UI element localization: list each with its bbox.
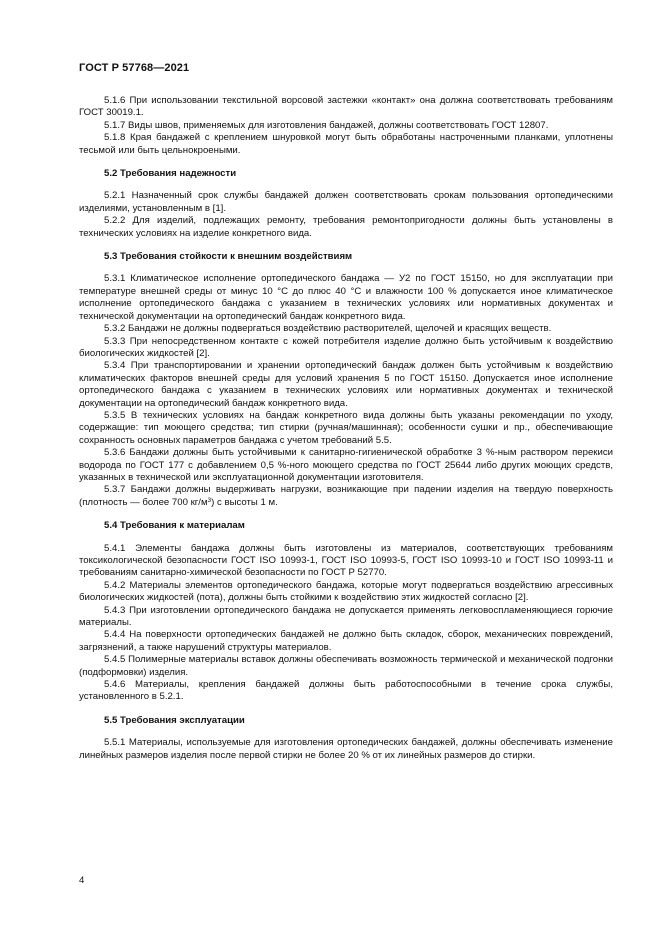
- clause-5-4-3: 5.4.3 При изготовлении ортопедического бандажа не допускается применять легковоспламеняющиеся горючие материалы.: [79, 604, 613, 629]
- clause-5-3-5: 5.3.5 В технических условиях на бандаж конкретного вида должны быть указаны рекомендации по уходу, содержащие: тип моющего средства; тип стирки (ручная/машинная); особенности сушки и пр., обеспечивающие сохранность основных параметров бандажа с учетом требований 5.5.: [79, 409, 613, 446]
- clause-5-1-6: 5.1.6 При использовании текстильной ворсовой застежки «контакт» она должна соответствовать требованиям ГОСТ 30019.1.: [79, 95, 613, 119]
- clause-5-4-6: 5.4.6 Материалы, крепления бандажей должны быть работоспособными в течение срока службы, установленного в 5.2.1.: [79, 679, 613, 703]
- clause-5-4-1: 5.4.1 Элементы бандажа должны быть изготовлены из материалов, соответствующих требованиям токсикологической безопасности ГОСТ ISO 10993-1, ГОСТ ISO 10993-5, ГОСТ ISO 10993-10 и ГОСТ ISO 10993-11 и требованиям санитарно-химической безопасности по ГОСТ Р 52770.: [79, 542, 613, 579]
- clause-5-2-2: 5.2.2 Для изделий, подлежащих ремонту, требования ремонтопригодности должны быть установлены в технических условиях на изделие конкретного вида.: [79, 215, 613, 239]
- section-heading-5-5: 5.5 Требования эксплуатации: [104, 714, 245, 726]
- clause-5-1-8: 5.1.8 Края бандажей с креплением шнуровкой могут быть обработаны настроченными планками, уплотнены тесьмой или быть цельнокроеными.: [79, 132, 613, 156]
- clause-5-3-2: 5.3.2 Бандажи не должны подвергаться воздействию растворителей, щелочей и красящих веществ.: [104, 323, 552, 335]
- clause-5-3-1: 5.3.1 Климатическое исполнение ортопедического бандажа — У2 по ГОСТ 15150, но для эксплуатации при температуре внешней среды от минус 10 °C до плюс 40 °C и влажности 100 % допускается иное климатическое исполнение ортопедического бандажа с указанием в технических условиях или нормативных документах и технической документации на ортопедический бандаж конкретного вида.: [79, 273, 613, 322]
- clause-5-4-5: 5.4.5 Полимерные материалы вставок должны обеспечивать возможность термической и механической подгонки (подформовки) изделия.: [79, 654, 613, 678]
- clause-5-3-3: 5.3.3 При непосредственном контакте с кожей потребителя изделие должно быть устойчивым к воздействию биологических жидкостей [2].: [79, 335, 613, 359]
- standard-designation: ГОСТ Р 57768—2021: [79, 62, 190, 74]
- clause-5-3-7-text-end: ) с высоты 1 м.: [211, 496, 278, 508]
- section-heading-5-2: 5.2 Требования надежности: [104, 168, 237, 180]
- clause-5-4-2: 5.4.2 Материалы элементов ортопедического бандажа, которые могут подвергаться воздействию агрессивных биологических жидкостей (пота), должны быть стойкими к воздействию этих жидкостей согласно [2].: [79, 579, 613, 604]
- clause-5-3-7: [79, 484, 613, 509]
- clause-5-3-6: 5.3.6 Бандажи должны быть устойчивыми к санитарно-гигиенической обработке 3 %-ным раствором перекиси водорода по ГОСТ 177 с добавлением 0,5 %-ного моющего средства по ГОСТ 25644 либо других моющих средств, указанных в технической или эксплуатационной документации изготовителя.: [79, 447, 613, 483]
- section-heading-5-4: 5.4 Требования к материалам: [104, 520, 245, 532]
- clause-5-3-7-text: 5.3.7 Бандажи должны выдерживать нагрузки, возникающие при падении изделия на твердую поверхность (плотность — более 700 кг/м: [79, 484, 613, 508]
- clause-5-3-4: 5.3.4 При транспортировании и хранении ортопедический бандаж должен быть устойчивым к воздействию климатических факторов внешней среды для условий хранения 5 по ГОСТ 15150. Допускается иное исполнение ортопедического бандажа с указанием в технических условиях или нормативных документах и технической документации на ортопедический бандаж конкретного вида.: [79, 360, 613, 409]
- clause-5-4-4: 5.4.4 На поверхности ортопедических бандажей не должно быть складок, сборок, механических повреждений, загрязнений, а также нарушений структуры материалов.: [79, 629, 613, 653]
- clause-5-5-1: 5.5.1 Материалы, используемые для изготовления ортопедических бандажей, должны обеспечивать изменение линейных размеров изделия после первой стирки не более 20 % от их линейных размеров до стирки.: [79, 737, 613, 761]
- superscript-cubed: 3: [207, 496, 212, 504]
- clause-5-2-1: 5.2.1 Назначенный срок службы бандажей должен соответствовать срокам пользования ортопедическими изделиями, установленным в [1].: [79, 190, 613, 214]
- page-number: 4: [79, 875, 85, 886]
- document-body: [79, 95, 613, 762]
- section-heading-5-3: 5.3 Требования стойкости к внешним воздействиям: [104, 251, 353, 263]
- clause-5-1-7: 5.1.7 Виды швов, применяемых для изготовления бандажей, должны соответствовать ГОСТ 12807.: [104, 119, 549, 131]
